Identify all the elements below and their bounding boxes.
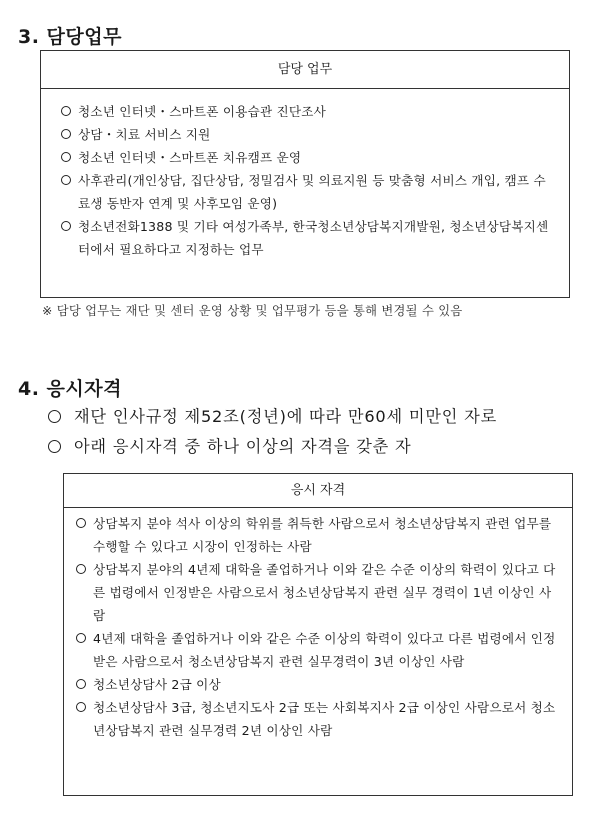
- duty-item: 상담・치료 서비스 지원: [78, 123, 555, 146]
- qualifications-table: [63, 473, 573, 796]
- section-4-heading: 4. 응시자격: [18, 378, 122, 400]
- qualification-item: 4년제 대학을 졸업하거나 이와 같은 수준 이상의 학력이 있다고 다른 법령에서 인정받은 사람으로서 청소년상담복지 관련 실무경력이 3년 이상인 사람: [93, 627, 560, 673]
- qualification-summary-item: 재단 인사규정 제52조(정년)에 따라 만60세 미만인 자로: [48, 402, 497, 432]
- section-3-heading: 3. 담당업무: [18, 26, 122, 48]
- qualification-item: 상담복지 분야의 4년제 대학을 졸업하거나 이와 같은 수준 이상의 학력이 있다고 다른 법령에서 인정받은 사람으로서 청소년상담복지 관련 실무 경력이 1년 이상인 사람: [93, 558, 560, 627]
- duties-list: [41, 89, 569, 261]
- qualification-summary-item: 아래 응시자격 중 하나 이상의 자격을 갖춘 자: [48, 432, 497, 462]
- qualifications-table-header: 응시 자격: [64, 474, 572, 508]
- qualification-item: 상담복지 분야 석사 이상의 학위를 취득한 사람으로서 청소년상담복지 관련 업무를 수행할 수 있다고 시장이 인정하는 사람: [93, 512, 560, 558]
- duties-table: [40, 50, 570, 298]
- duty-item: 사후관리(개인상담, 집단상담, 정밀검사 및 의료지원 등 맞춤형 서비스 개입, 캠프 수료생 동반자 연계 및 사후모임 운영): [78, 169, 555, 215]
- qualification-item: 청소년상담사 2급 이상: [93, 673, 560, 696]
- duties-note: ※ 담당 업무는 재단 및 센터 운영 상황 및 업무평가 등을 통해 변경될 수 있음: [42, 304, 463, 318]
- qualification-item: 청소년상담사 3급, 청소년지도사 2급 또는 사회복지사 2급 이상인 사람으로서 청소년상담복지 관련 실무경력 2년 이상인 사람: [93, 696, 560, 742]
- duty-item: 청소년전화1388 및 기타 여성가족부, 한국청소년상담복지개발원, 청소년상담복지센터에서 필요하다고 지정하는 업무: [78, 215, 555, 261]
- qualification-summary-list: [48, 402, 497, 462]
- duty-item: 청소년 인터넷・스마트폰 치유캠프 운영: [78, 146, 555, 169]
- qualifications-list: [64, 508, 572, 742]
- duties-table-header: 담당 업무: [41, 51, 569, 89]
- duty-item: 청소년 인터넷・스마트폰 이용습관 진단조사: [78, 100, 555, 123]
